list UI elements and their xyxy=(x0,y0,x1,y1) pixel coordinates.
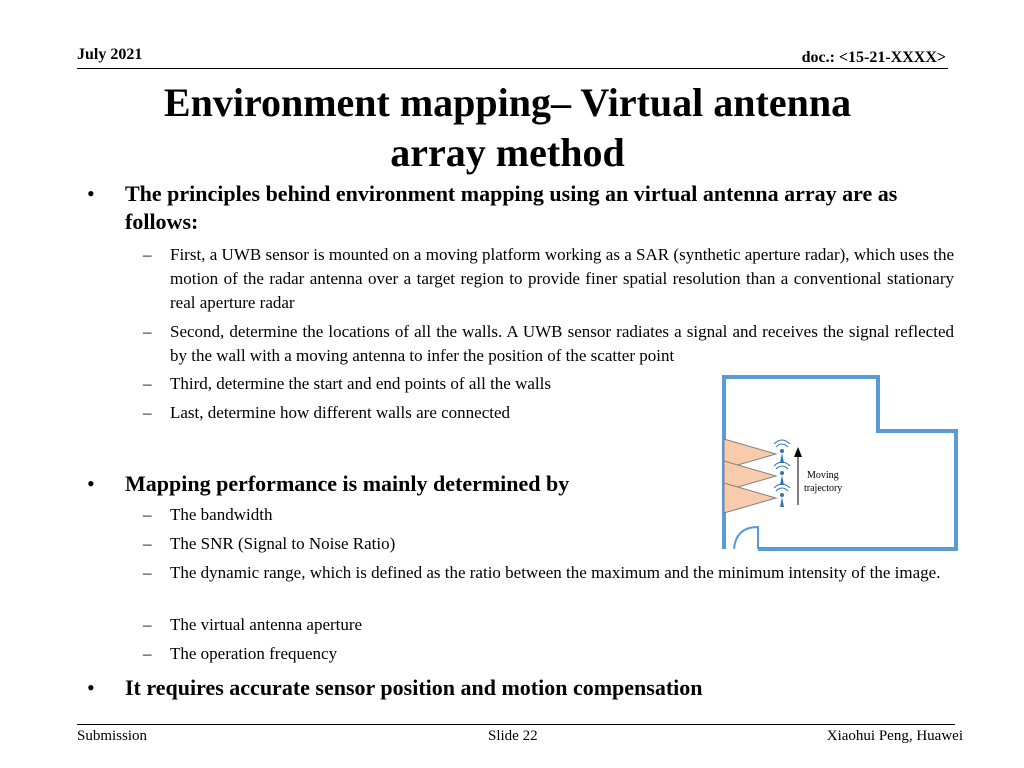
antenna-beams xyxy=(724,439,776,513)
room-walls xyxy=(724,377,956,549)
bullet-principles-heading: • The principles behind environment mapping using an virtual antenna array are as follows: xyxy=(125,180,955,236)
header-doc-id: doc.: <15-21-XXXX> xyxy=(801,49,946,66)
sub-bullet-principle-4: – Last, determine how different walls are connected xyxy=(170,401,640,425)
footer-submission: Submission xyxy=(77,728,148,744)
trajectory-label-line-1: Moving xyxy=(807,470,839,481)
header-date: July 2021 xyxy=(77,46,143,63)
sub-bullet-principle-2: – Second, determine the locations of all the walls. A UWB sensor radiates a signal and receives the signal reflected by the wall with a moving antenna to infer the position of the scatter point xyxy=(170,320,954,368)
slide-title-line-2: array method xyxy=(390,130,625,175)
sub-bullet-performance-4: – The virtual antenna aperture xyxy=(170,613,954,637)
sub-bullet-performance-5: – The operation frequency xyxy=(170,642,954,666)
sub-bullet-principle-1: – First, a UWB sensor is mounted on a moving platform working as a SAR (synthetic aperture radar), which uses the motion of the radar antenna over a target region to provide finer spatial resolution than a conventional stationary real aperture radar xyxy=(170,243,954,315)
header-divider xyxy=(77,68,948,69)
antenna-icon xyxy=(774,440,790,507)
footer-divider xyxy=(77,724,955,725)
sub-bullet-performance-3: – The dynamic range, which is defined as the ratio between the maximum and the minimum intensity of the image. xyxy=(170,561,954,585)
sub-bullet-principle-3: – Third, determine the start and end points of all the walls xyxy=(170,372,640,396)
sub-bullet-performance-2: – The SNR (Signal to Noise Ratio) xyxy=(170,532,640,556)
trajectory-arrow-icon xyxy=(794,447,802,505)
footer-slide-number: Slide 22 xyxy=(488,728,538,744)
sub-bullet-performance-1: – The bandwidth xyxy=(170,503,640,527)
slide-title-line-1: Environment mapping– Virtual antenna xyxy=(163,80,852,125)
trajectory-label-line-2: trajectory xyxy=(804,483,843,494)
footer-author: Xiaohui Peng, Huawei xyxy=(826,728,963,744)
bullet-performance-heading: • Mapping performance is mainly determined by xyxy=(125,470,665,498)
virtual-antenna-room-diagram xyxy=(718,373,963,555)
bullet-requirement-heading: • It requires accurate sensor position and motion compensation xyxy=(125,674,955,702)
door-arc xyxy=(734,527,758,549)
slide-title xyxy=(60,78,955,178)
